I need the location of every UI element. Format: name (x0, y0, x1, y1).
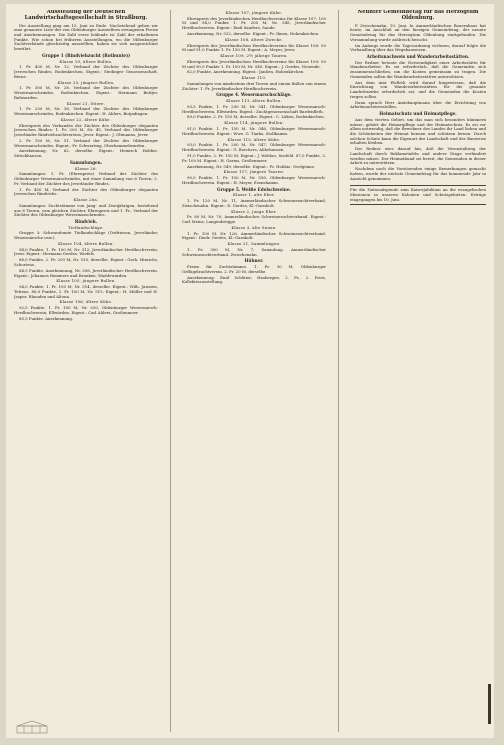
paragraph: 94,0 Punkte, 1. Pr. 100 M, Nr. 512, Jeverländischer Herdbuchverein, Jever. Eigent.: Hermann Gerdes, Wiefels. (14, 246, 158, 257)
column-3 (350, 10, 486, 732)
paragraph: Anerkennung: Emil Schlüter, Hasbergen. 2. Pr., 2. Preis, Kollektivausstellung. (182, 274, 326, 285)
paragraph: Ehrenpreis des Jeverländischen Herdbuchvereins für Klasse 107: 100 M und 94,0 Punkte 1. Pr. 200 M, Nr. 548, Jeverländischer Herdbuchverein. Eigent.: Emil Sanders, Sande. (182, 15, 326, 31)
paragraph: 91,0 Punkte, 2. Pr. 150 M. Eigent.: J. Wehlau, Seefeld. 87,0 Punkte, 3. Pr. 100 M. Eigent.: H. Garms, Großenmeer. (182, 152, 326, 163)
paragraph: 1. Pr. 450 M, Verband der Züchter des Oldenburger eleganten Jeverschen Rindviehs. (14, 186, 158, 197)
paragraph: Dann sprach Herr Amtshauptmann über die Errichtung von Arbeitsnachweisstellen. (350, 99, 486, 110)
paragraph: Die Ausstellung ging am 10. Juni zu Ende. Nachstehend geben wir eine genauere Liste der von Oldenburger Ausstellern errungenen Preise und Anerkennungen. Die Zahl verse leidende ist Zahl der erhaltenen Punkte. Wie schon bei früheren Ausstellungen, wo die Oldenburger Zuchtverbände gleichzeitig ausstellten, haben sie sich ausgezeichnet bewährt. (14, 22, 158, 52)
paragraph: Pr. 80 M, Nr. 70, Ammerländischer Schweinezuchtverband. Eigent.: Carl Meins, Langenbrügge. (182, 214, 326, 224)
class-heading: Klasse 26a. (73, 197, 99, 203)
paragraph: Anerkennung, Nr. 532, derselbe. Eigent.: Fr. Ihnen, Hohenkirchen. (187, 31, 320, 36)
section-heading: Gruppe 5. Weiße Edelschweine. (217, 186, 291, 192)
paragraph: 82,0 Punkte, Anerkennung. Eigent.: Janßen, Hohenkirchen. (187, 69, 305, 75)
class-heading: Klasse 114, jüngere Bullen. (224, 120, 284, 126)
paragraph: 1. Pr. 300 M, Nr. 7, Sammlung. Ammerländischer Schweinezuchtverband, Zwischenahn. (182, 246, 326, 257)
paragraph: Im Anfangs wurde die Tagesordnung verlesen; darauf folgte die Verhandlung über das Wegebauwesen. (350, 42, 486, 53)
column-divider (170, 10, 171, 732)
paragraph: Anerkennung, Nr. 549, derselbe. Eigent.: Fr. Hobbie, Ovelgönne. (187, 163, 316, 169)
column-divider (338, 10, 339, 732)
class-heading: Klasse 19, ältere Bullen. (59, 58, 113, 64)
paragraph: Aus dem vierten Gebiet, um das man sich besonders kümmern müsse, gehört die Heimatpflege und der Heimatschutz. Es sei vor allem notwendig, daß die Bewohner des Landes ihr Land lieben und die Schönheiten der Heimat kennen und schützen lernen. Durch solchen Schutz kann die Eigenart der Landschaft und der Bauweise erhalten bleiben. (350, 116, 486, 146)
paragraph: 84,5 Punkte, Anerkennung, Nr. 508, Jeverländischer Herdbuchverein. Eigent.: Johannes Remmers und Brunken, Waddewarden. (14, 267, 158, 278)
paragraph: 91,0 Punkte, 1. Pr. 150 M, Nr. 546, Oldenburger Wesermarsch-Herdbuchverein. Eigent.: Wwe. G. Tiarks, Stollhamm. (182, 126, 326, 136)
class-heading: Klasse 3, alte Sauen. (231, 224, 277, 230)
paragraph: 1. Pr. 300 M, Nr. 28, Verband der Züchter des Oldenburger Wesermarschrindes, Rodenkirchen. Eigent.: Hermann Buttjer, Ruhwarden. (14, 85, 158, 100)
class-heading: Klasse 108, ältere Zwecke. (224, 36, 284, 42)
paragraph: Gruppe 3: Schwarzbunte Tieflandschläge (Ostfriesen, Jeverländer, Wesermärsche usw.). (14, 230, 158, 241)
paragraph: 90,0 Punkte, 1. Pr. 100 M, Nr. 556, Oldenburger Wesermarsch-Herdbuchverein. Eigent.: H. Meyer, Esenshamm. (182, 175, 326, 185)
column-1-body (14, 24, 158, 322)
paragraph: P. Zwischenahn, 10. Juni. In Ammerländischen Bauernhaus hat heute, im Anschluß an den hiesigen Gemeindetag, der neunte Gemeindetag für das Herzogtum Oldenburg stattgefunden. Die Versammlung wurde zahlreich besucht. (350, 22, 486, 42)
paragraph: 1. Pr. 400 M, Nr. 12, Verband der Züchter des Oldenburger Jeverschen Rindes, Rodenkirchen. Eigent.: Stedinger Genossenschaft, Berne. (14, 64, 158, 79)
column-2-body (182, 11, 326, 285)
class-heading: Klasse 1, alte Eber. (233, 192, 275, 198)
paragraph: Nachdem noch die Vorsitzenden einige Bemerkungen gemacht hatten, wurde der nächste Gemeindetag für das kommende Jahr in Aussicht genommen. (350, 166, 486, 181)
column-1-title: Ausstellung der Deutschen Landwirtschaftsgesellschaft in Straßburg. (24, 10, 148, 21)
column-2 (182, 10, 326, 732)
boxed-notice: Für die Nationalspende zum Kaiserjubiläum an die evangelischen Missionen in unseren Kolonien und Schutzgebieten: Erträge eingegangen bis 10. Juni. (350, 185, 486, 205)
class-heading: Klasse 105, jüngere Bullen. (56, 278, 116, 284)
paragraph: Aus dem Amt Elsfleth wird darauf hingewiesen, daß die Einrichtung von Wanderarbeitsstätten für die gesamte Landesbezirke erforderlich sei, und die Gemeinden die Kosten tragen sollen. (350, 79, 486, 99)
paragraph: 93,5 Punkte, 1. Pr. 200 M, Nr. 541, Oldenburger Wesermarsch-Herdbuchverein, Ellwürden. Eigent.: Zuchtgenossenschaft Bardenfleth. (182, 103, 326, 114)
paragraph: 89,0 Punkte, 2. Pr. 150 M, derselbe. Eigent.: C. Lüken, Rodenkirchen. (187, 114, 325, 120)
paragraph: 1. Pr. 120 M, Nr. 11, Ammerländischer Schweinezuchtverband, Zwischenahn. Eigent.: D. Gerdes, Kl.-Garnholt. (182, 197, 326, 208)
column-3-body (350, 24, 486, 206)
section-heading: Gruppe 1 (Rindviehzucht (Rotbunte)) (41, 52, 131, 58)
class-heading: Klasse 113, ältere Bullen. (226, 98, 282, 104)
paragraph: Ehrenpreis des Verbandes der Züchter des Oldenburger eleganten Jeverschen Rindes: 1. Pr. 200 M, Nr. 45, Verband des Oldenburger Jeverländer Rindviehzuchtvereins, Jever. Eigent.: J. Oltmanns, Jever. (14, 122, 158, 137)
building-stamp-icon (16, 720, 48, 734)
class-heading: Klasse 2, junge Eber. (231, 208, 277, 214)
section-heading: Sammlungen. (69, 159, 103, 165)
class-heading: Klasse 115, ältere Kühe. (227, 136, 281, 142)
section-heading: Hühner. (244, 258, 264, 264)
class-heading: Klasse 117, jüngere Tauren. (223, 169, 285, 175)
paragraph: Der Redner wies darauf hin, daß die Verunstaltung der Landschaft durch Reklametafeln und andere Dinge verhindert werden müsse. Der Heimatbund sei bereit, die Gemeinden in dieser Arbeit zu unterstützen. (350, 146, 486, 166)
class-heading: Klasse 104, ältere Bullen. (58, 240, 114, 246)
paragraph: 92,5 Punkte, 1. Pr. 100 M, Nr. 530, Oldenburger Wesermarsch-Herdbuchverein, Ellwürden. Eigent.: Carl Ahlers, Großenmeer. (14, 305, 158, 315)
column-1 (14, 10, 158, 732)
paragraph: 1. Pr. 100 M, Nr. 126, Ammerländischer Schweinezuchtverband. Eigent.: Diedr. Gerdes, Kl.-Garnholt. (182, 230, 326, 241)
class-heading: Klasse 21, Sammlungen. (227, 241, 281, 247)
paragraph: Sammlungen: Zuchtstämme von Jung- und Zweijährigen, bestehend aus 6 Tieren, vom gleichen Züchter. Ehrenpreis und 1. Pr., Verband der Züchter des Oldenburger Wesermarschrindes. (14, 202, 158, 218)
column-3-title: Neunter Gemeindetag für das Herzogtum Oldenburg. (357, 10, 479, 21)
paragraph: Ehrenpreis des Jeverländischen Herdbuchvereins für Klasse 108: 50 M und 91,0 Punkte 1. Pr. 150 M. Eigent.: A. Meyer, Jever. (182, 42, 326, 53)
paragraph: Sammlungen: 1. Pr. (Ehrenpreis) Verband der Züchter des Oldenburger Wesermarschrindes, mit einer Sammlung von 6 Tieren; 2. Pr. Verband der Züchter des Jeverländer Rindes. (14, 171, 158, 186)
page-edge-mark (488, 684, 491, 724)
class-heading: Klasse 20, jüngere Bullen. (57, 79, 115, 85)
paragraph: Sammlungen von mindestens drei Tieren und einem Bullen von einem Züchter: 1. Pr. Jeverländischer Herdbuchverein. (182, 81, 326, 91)
paragraph: 2. Pr. 150 M, Nr. 51, Verband der Züchter des Oldenburger Wesermarschrindes. Eigent.: Fr. Schwarting, Oberhammelwarden. (14, 137, 158, 148)
class-heading: Klasse 21, Stiere. (66, 100, 106, 106)
paragraph: Ehrenpreis des Jeverländischen Herdbuchvereins für Klasse 109: 50 M und 90,0 Punkte 1. Pr. 100 M, Nr. 549. Eigent.: J. Gerdes, Neuende. (182, 58, 326, 69)
paragraph: 1. Pr. 250 M, Nr. 36, Verband der Züchter des Oldenburger Wesermarschrindes, Rodenkirchen. Eigent.: H. Ahlers, Butjadingen. (14, 106, 158, 116)
section-heading: Rindvieh. (74, 218, 98, 224)
class-heading: Klasse 106, ältere Kühe. (59, 299, 113, 305)
class-heading: Klasse 107, jüngere Kühe. (225, 10, 283, 15)
class-heading: Klasse 109, 2½ jährige Tauren. (220, 53, 288, 59)
section-heading: Arbeitsnachweis und Wanderarbeitsstätten. (366, 54, 470, 59)
paragraph: Der Redner betonte die Notwendigkeit einer Arbeitsstätte für Wanderarbeiter. Es sei erforderlich, daß die Gemeinden sich zusammenschließen, um die Kosten gemeinsam zu tragen. Die Gemeinden sollen die Wanderarbeitsstätten unterstützen. (350, 59, 486, 79)
paragraph: Anerkennung, Nr. 62, derselbe. Eigent.: Heinrich Hobbie, Strückhausen. (14, 148, 158, 159)
paragraph: Preise für Zuchtstämme. 1. Pr. 30 M, Oldenburger Geflügelzuchtverein. 2. Pr. 20 M, derselbe. (182, 263, 326, 274)
section-heading: Gruppe 4. Wesermarschschläge. (216, 92, 292, 98)
newspaper-page (6, 4, 494, 738)
class-heading: Klasse 26. (74, 165, 98, 171)
class-heading: Tieflandschläge. (68, 224, 104, 230)
paragraph: 93,0 Punkte, 1. Pr. 200 M, Nr. 547, Oldenburger Wesermarsch-Herdbuchverein. Eigent.: G. Borchers, Abbehausen. (182, 142, 326, 153)
paragraph: 94,0 Punkte, 1. Pr. 100 M, Nr. 514, derselbe. Eigent.: Wilh. Janssen, Tettens. 86,0 Punkte, 2. Pr. 100 M, Nr. 515, Eigent.: H. Müller und H. Jasper, Rhauden und Altona. (14, 284, 158, 299)
section-heading: Heimatschutz und Heimatpflege. (379, 111, 457, 117)
class-heading: Klasse 22, ältere Kühe. (60, 116, 112, 122)
paragraph: 86,0 Punkte, 2. Pr. 200 M, Nr. 510, derselbe. Eigent.: Gerh. Hinrichs, Schortens. (14, 257, 158, 267)
class-heading: Klasse 110. (241, 75, 267, 81)
paragraph: 85,5 Punkte, Anerkennung. (19, 315, 74, 321)
